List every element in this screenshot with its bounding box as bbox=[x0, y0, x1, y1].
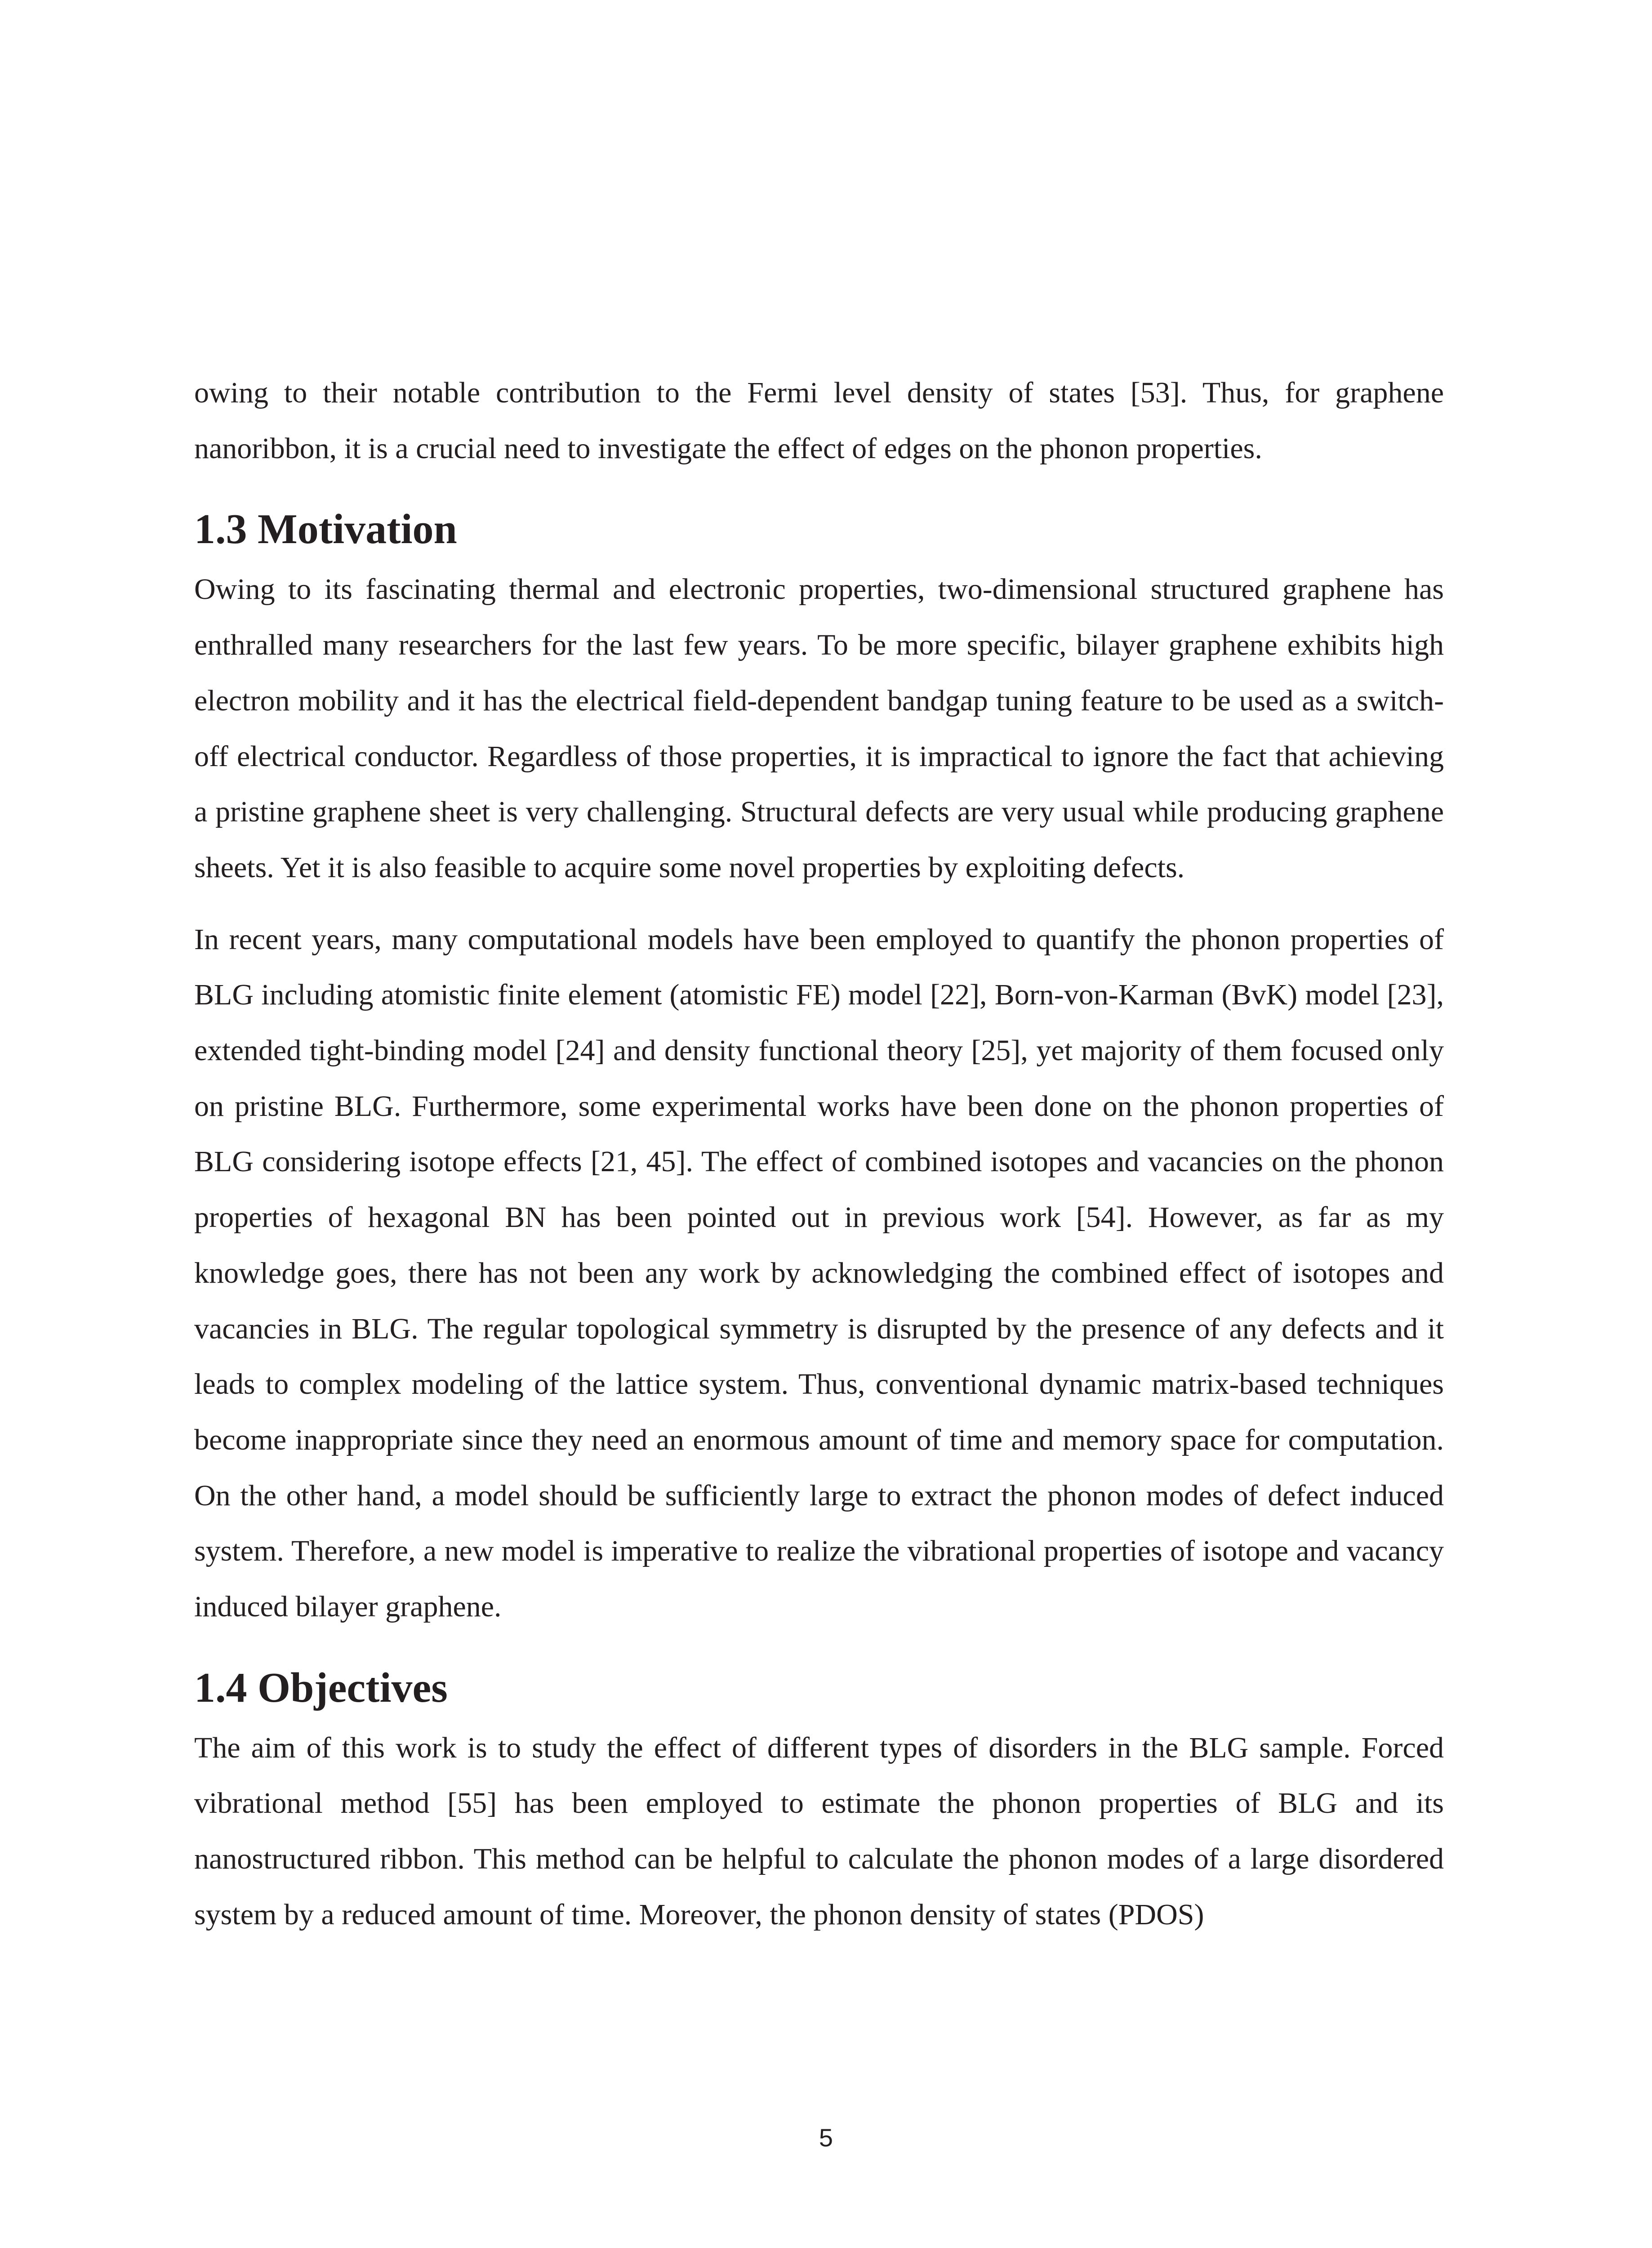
page-content bbox=[194, 365, 1444, 1943]
paragraph-motivation-2: In recent years, many computational models have been employed to quantify the phonon properties of BLG including atomistic finite element (atomistic FE) model [22], Born-von-Karman (BvK) model [23], extended tight-binding model [24] and density functional theory [25], yet majority of them focused only on pristine BLG. Furthermore, some experimental works have been done on the phonon properties of BLG considering isotope effects [21, 45]. The effect of combined isotopes and vacancies on the phonon properties of hexagonal BN has been pointed out in previous work [54]. However, as far as my knowledge goes, there has not been any work by acknowledging the combined effect of isotopes and vacancies in BLG. The regular topological symmetry is disrupted by the presence of any defects and it leads to complex modeling of the lattice system. Thus, conventional dynamic matrix-based techniques become inappropriate since they need an enormous amount of time and memory space for computation. On the other hand, a model should be sufficiently large to extract the phonon modes of defect induced system. Therefore, a new model is imperative to realize the vibrational properties of isotope and vacancy induced bilayer graphene. bbox=[194, 923, 1444, 1624]
section-heading-objectives: 1.4 Objectives bbox=[194, 1664, 448, 1711]
section-heading-motivation: 1.3 Motivation bbox=[194, 506, 457, 553]
page-number: 5 bbox=[819, 2123, 833, 2152]
paragraph-intro: owing to their notable contribution to the Fermi level density of states [53]. Thus, for graphene nanoribbon, it is a crucial need to investigate the effect of edges on the phonon properties. bbox=[194, 376, 1444, 465]
paragraph-objectives-1: The aim of this work is to study the effect of different types of disorders in the BLG sample. Forced vibrational method [55] has been employed to estimate the phonon properties of BLG and its nanostructured ribbon. This method can be helpful to calculate the phonon modes of a large disordered system by a reduced amount of time. Moreover, the phonon density of states (PDOS) bbox=[194, 1731, 1444, 1931]
paragraph-motivation-1: Owing to its fascinating thermal and electronic properties, two-dimensional structured graphene has enthralled many researchers for the last few years. To be more specific, bilayer graphene exhibits high electron mobility and it has the electrical field-dependent bandgap tuning feature to be used as a switch-off electrical conductor. Regardless of those properties, it is impractical to ignore the fact that achieving a pristine graphene sheet is very challenging. Structural defects are very usual while producing graphene sheets. Yet it is also feasible to acquire some novel properties by exploiting defects. bbox=[194, 573, 1444, 884]
